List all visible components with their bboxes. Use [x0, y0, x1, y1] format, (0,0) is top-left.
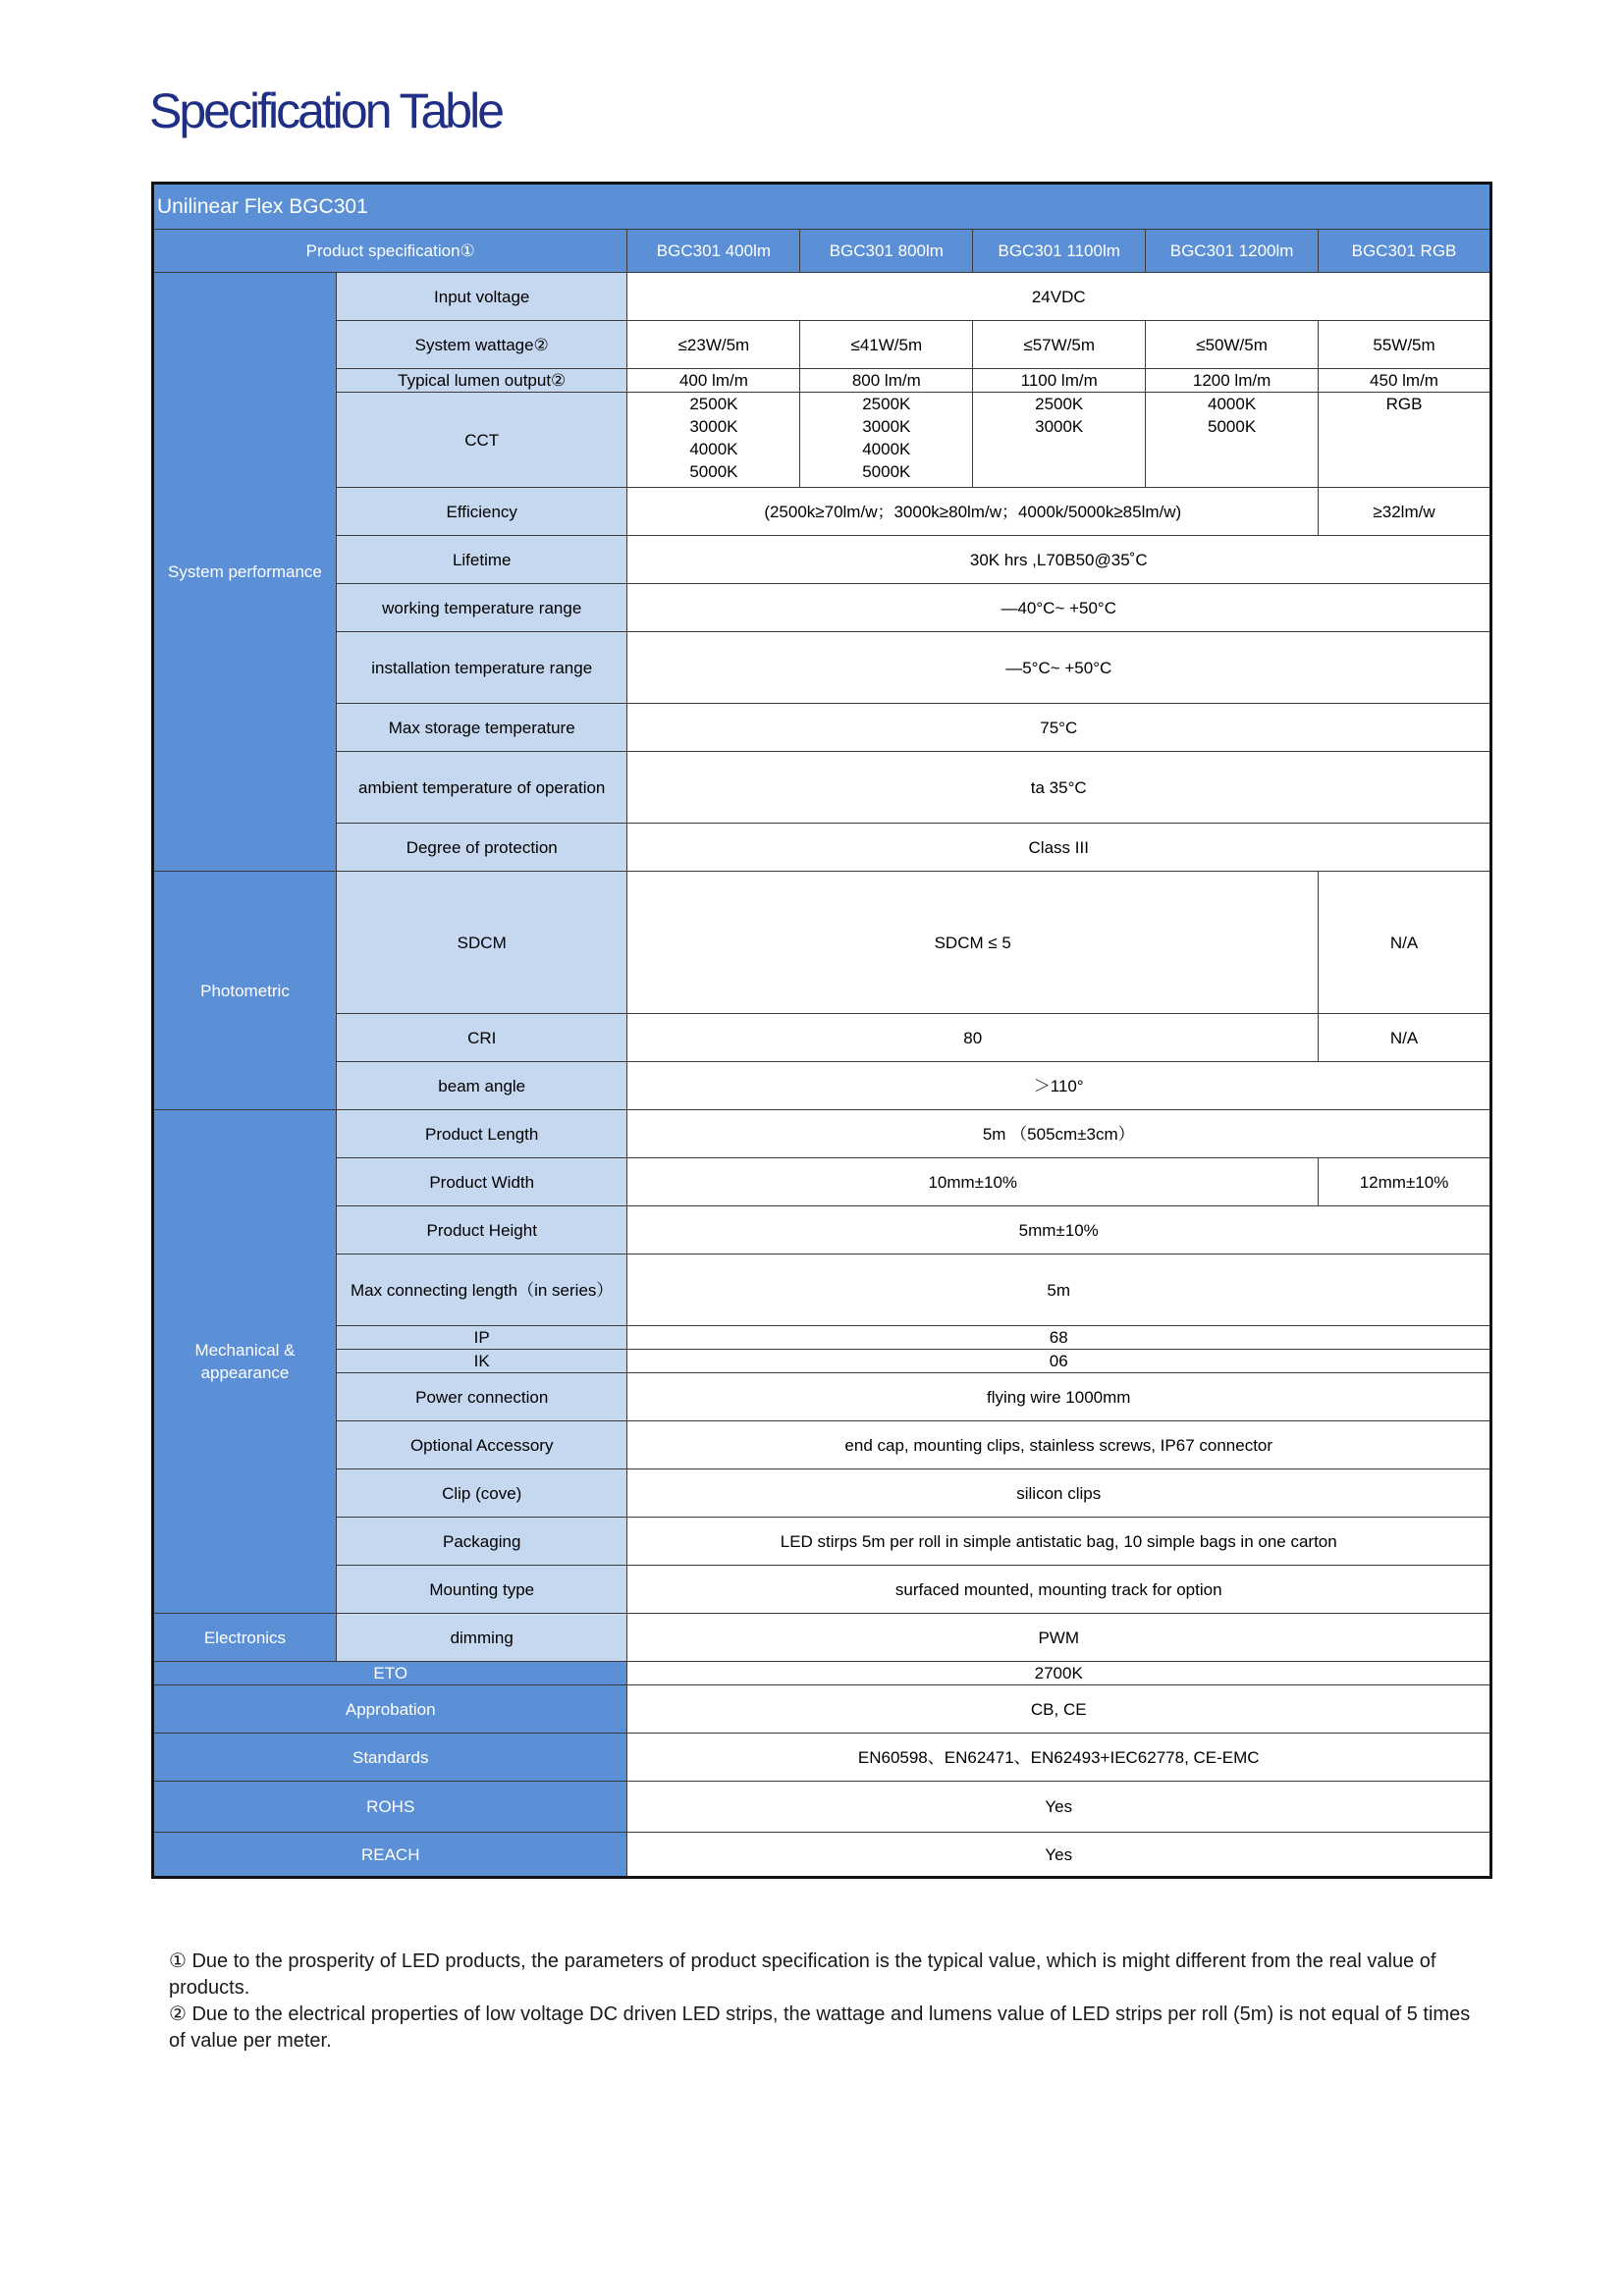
cct-value: 3000K [862, 417, 911, 436]
row-value: —40°C~ +50°C [627, 584, 1491, 632]
row-value: EN60598、EN62471、EN62493+IEC62778, CE-EMC [627, 1734, 1491, 1782]
cct-value: 4000K [862, 440, 911, 458]
row-label: working temperature range [336, 584, 627, 632]
row-label: installation temperature range [336, 632, 627, 704]
row-label: System wattage② [336, 321, 627, 369]
row-value: 30K hrs ,L70B50@35˚C [627, 536, 1491, 584]
model-header: BGC301 1200lm [1146, 230, 1319, 273]
row-value: surfaced mounted, mounting track for option [627, 1566, 1491, 1614]
spec-header: Product specification① [153, 230, 627, 273]
row-value: 1200 lm/m [1146, 369, 1319, 393]
row-label: CCT [336, 393, 627, 488]
row-label: Packaging [336, 1518, 627, 1566]
row-label: Input voltage [336, 273, 627, 321]
row-label: Product Length [336, 1110, 627, 1158]
cct-value: 2500K [1035, 395, 1084, 413]
row-value: LED stirps 5m per roll in simple antistatic bag, 10 simple bags in one carton [627, 1518, 1491, 1566]
row-label: REACH [153, 1833, 627, 1878]
cct-cell [1319, 393, 1491, 488]
row-value: 800 lm/m [800, 369, 973, 393]
model-header: BGC301 RGB [1319, 230, 1491, 273]
row-value: 55W/5m [1319, 321, 1491, 369]
row-label: Product Width [336, 1158, 627, 1206]
row-value: 2700K [627, 1662, 1491, 1685]
row-label: Clip (cove) [336, 1469, 627, 1518]
row-value: 5mm±10% [627, 1206, 1491, 1255]
row-value-rgb: ≥32lm/w [1319, 488, 1491, 536]
model-header: BGC301 1100lm [973, 230, 1146, 273]
row-value: flying wire 1000mm [627, 1373, 1491, 1421]
row-label: Mounting type [336, 1566, 627, 1614]
row-value: 1100 lm/m [973, 369, 1146, 393]
cct-cell [800, 393, 973, 488]
cct-cell [973, 393, 1146, 488]
model-header: BGC301 400lm [627, 230, 800, 273]
table-title: Unilinear Flex BGC301 [153, 184, 1491, 230]
row-value: 5m （505cm±3cm） [627, 1110, 1491, 1158]
row-value-rgb: N/A [1319, 872, 1491, 1014]
row-label: IK [336, 1350, 627, 1373]
specification-table [151, 182, 1492, 1879]
row-value: Yes [627, 1782, 1491, 1833]
row-value: (2500k≥70lm/w；3000k≥80lm/w；4000k/5000k≥85lm/w) [627, 488, 1319, 536]
row-value: ＞110° [627, 1062, 1491, 1110]
group-photometric: Photometric [153, 872, 337, 1110]
row-label: Lifetime [336, 536, 627, 584]
cct-value: 2500K [689, 395, 738, 413]
row-value: 80 [627, 1014, 1319, 1062]
row-value: CB, CE [627, 1685, 1491, 1734]
row-label: beam angle [336, 1062, 627, 1110]
row-label: Max connecting length（in series） [336, 1255, 627, 1326]
row-value: SDCM ≤ 5 [627, 872, 1319, 1014]
cct-value: 5000K [1208, 417, 1257, 436]
row-value: end cap, mounting clips, stainless screws, IP67 connector [627, 1421, 1491, 1469]
row-value: 06 [627, 1350, 1491, 1373]
row-value: ≤50W/5m [1146, 321, 1319, 369]
row-label: Power connection [336, 1373, 627, 1421]
row-label: Max storage temperature [336, 704, 627, 752]
row-value: Yes [627, 1833, 1491, 1878]
row-value: 24VDC [627, 273, 1491, 321]
cct-value: 4000K [1208, 395, 1257, 413]
row-value: 5m [627, 1255, 1491, 1326]
cct-value: 5000K [689, 462, 738, 481]
footnotes [169, 1949, 1485, 2055]
row-label: Efficiency [336, 488, 627, 536]
row-value-rgb: N/A [1319, 1014, 1491, 1062]
row-value: 450 lm/m [1319, 369, 1491, 393]
row-value: PWM [627, 1614, 1491, 1662]
row-value-rgb: 12mm±10% [1319, 1158, 1491, 1206]
row-label: Typical lumen output② [336, 369, 627, 393]
row-value: 10mm±10% [627, 1158, 1319, 1206]
row-value: 400 lm/m [627, 369, 800, 393]
row-label: ETO [153, 1662, 627, 1685]
cct-value: 3000K [1035, 417, 1084, 436]
cct-value: RGB [1385, 395, 1423, 413]
cct-value: 4000K [689, 440, 738, 458]
cct-value: 2500K [862, 395, 911, 413]
footnote: ① Due to the prosperity of LED products, the parameters of product specification is the typical value, which is might different from the real value of products. [169, 1950, 1436, 1999]
row-value: 75°C [627, 704, 1491, 752]
row-label: Product Height [336, 1206, 627, 1255]
row-label: ROHS [153, 1782, 627, 1833]
row-value: 68 [627, 1326, 1491, 1350]
group-system-performance: System performance [153, 273, 337, 872]
row-label: Standards [153, 1734, 627, 1782]
row-value: ≤57W/5m [973, 321, 1146, 369]
group-electronics: Electronics [153, 1614, 337, 1662]
row-label: IP [336, 1326, 627, 1350]
row-value: Class III [627, 824, 1491, 872]
cct-value: 5000K [862, 462, 911, 481]
row-label: ambient temperature of operation [336, 752, 627, 824]
row-value: silicon clips [627, 1469, 1491, 1518]
row-value: —5°C~ +50°C [627, 632, 1491, 704]
cct-cell [1146, 393, 1319, 488]
row-value: ≤23W/5m [627, 321, 800, 369]
group-mechanical: Mechanical & appearance [153, 1110, 337, 1614]
row-value: ta 35°C [627, 752, 1491, 824]
footnote: ② Due to the electrical properties of low voltage DC driven LED strips, the wattage and lumens value of LED strips per roll (5m) is not equal of 5 times of value per meter. [169, 2003, 1471, 2052]
row-label: CRI [336, 1014, 627, 1062]
cct-cell [627, 393, 800, 488]
row-label: SDCM [336, 872, 627, 1014]
row-value: ≤41W/5m [800, 321, 973, 369]
model-header: BGC301 800lm [800, 230, 973, 273]
row-label: dimming [336, 1614, 627, 1662]
row-label: Approbation [153, 1685, 627, 1734]
row-label: Optional Accessory [336, 1421, 627, 1469]
cct-value: 3000K [689, 417, 738, 436]
row-label: Degree of protection [336, 824, 627, 872]
page-title: Specification Table [149, 83, 503, 138]
